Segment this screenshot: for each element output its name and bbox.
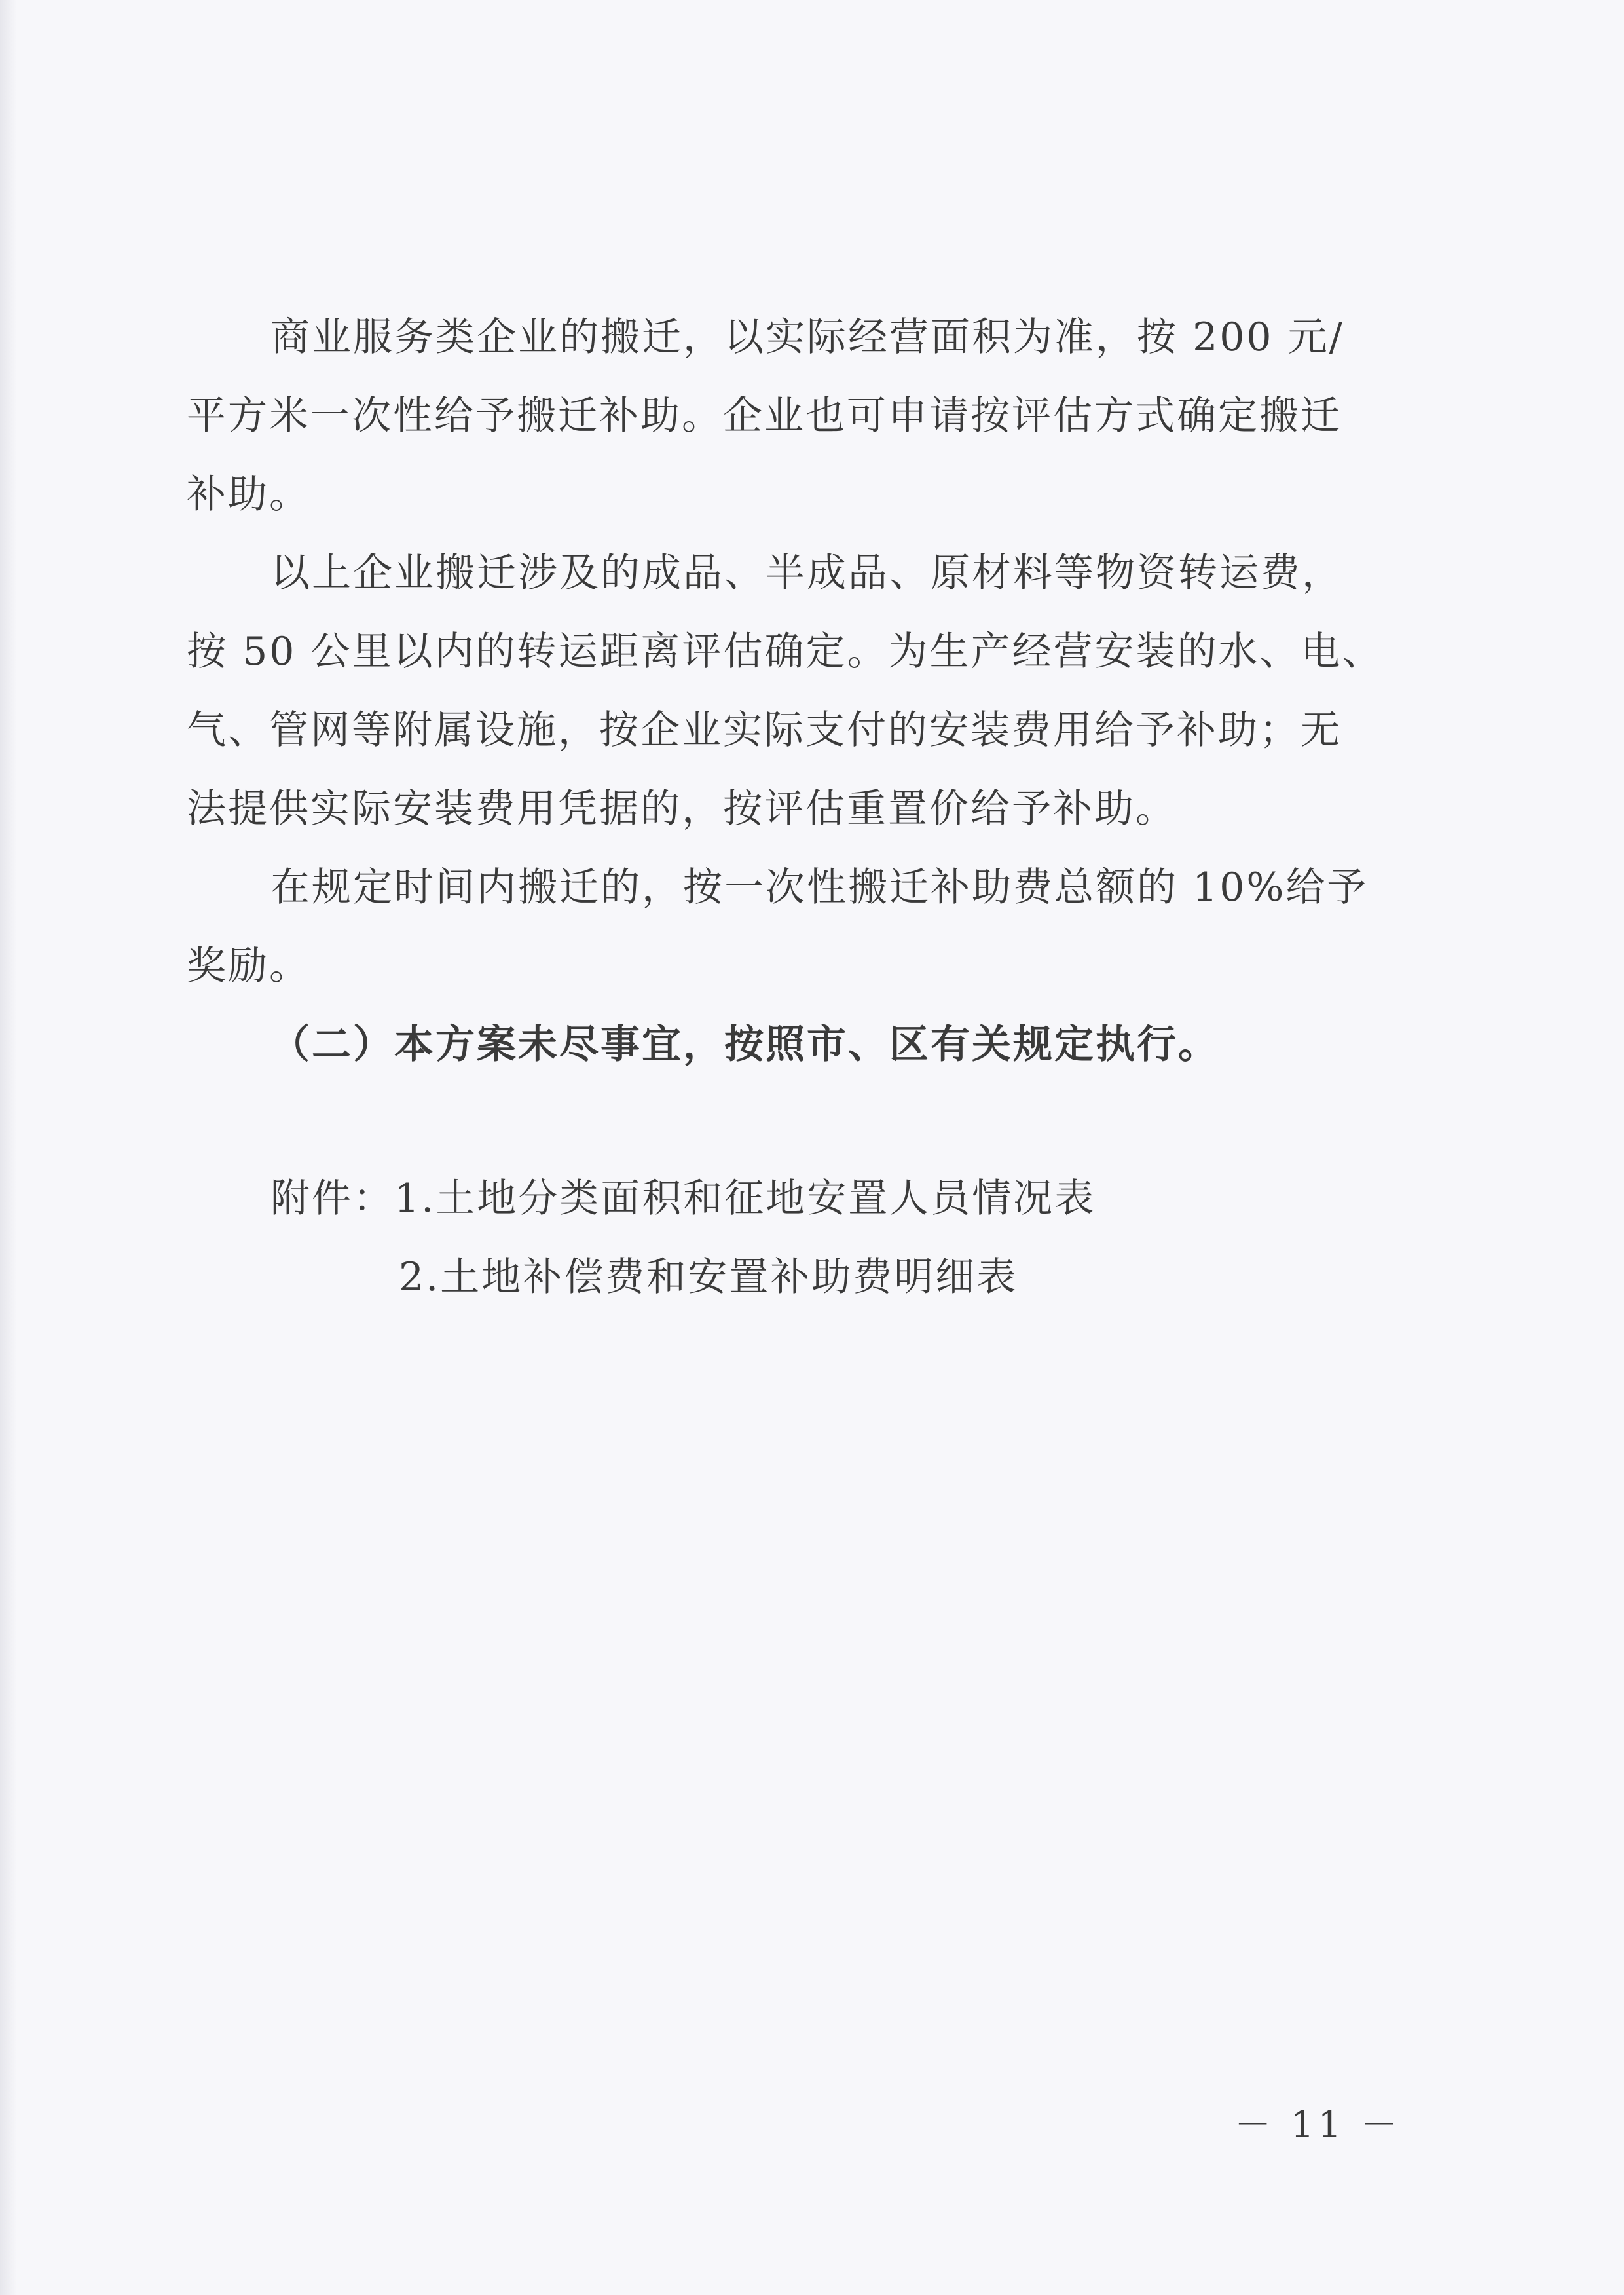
paragraph-line: 以上企业搬迁涉及的成品、半成品、原材料等物资转运费， xyxy=(270,550,1343,596)
attachment-title: 2.土地补偿费和安置补助费明细表 xyxy=(399,1254,1018,1300)
attachment-item xyxy=(270,1159,1096,1238)
attachment-item xyxy=(270,1238,1096,1316)
page-number: － 11 － xyxy=(1234,2104,1401,2146)
section-heading: （二）本方案未尽事宜，按照市、区有关规定执行。 xyxy=(270,1022,1219,1068)
scan-edge-shadow xyxy=(0,0,17,2295)
attachment-title: 1.土地分类面积和征地安置人员情况表 xyxy=(394,1176,1096,1222)
paragraph-line: 商业服务类企业的搬迁，以实际经营面积为准，按 200 元/ xyxy=(270,314,1344,360)
paragraph-line: 平方米一次性给予搬迁补助。企业也可申请按评估方式确定搬迁 xyxy=(187,393,1342,439)
paragraph-line: 补助。 xyxy=(187,472,310,517)
attachments-label: 附件： xyxy=(270,1176,394,1222)
attachments xyxy=(270,1159,1096,1316)
paragraph-line: 按 50 公里以内的转运距离评估确定。为生产经营安装的水、电、 xyxy=(187,629,1384,675)
paragraph-line: 气、管网等附属设施，按企业实际支付的安装费用给予补助；无 xyxy=(187,707,1342,753)
document-body xyxy=(187,298,1398,1084)
paragraph-line: 法提供实际安装费用凭据的，按评估重置价给予补助。 xyxy=(187,786,1177,832)
paragraph-line: 在规定时间内搬迁的，按一次性搬迁补助费总额的 10%给予 xyxy=(270,865,1369,910)
paragraph-line: 奖励。 xyxy=(187,943,310,989)
